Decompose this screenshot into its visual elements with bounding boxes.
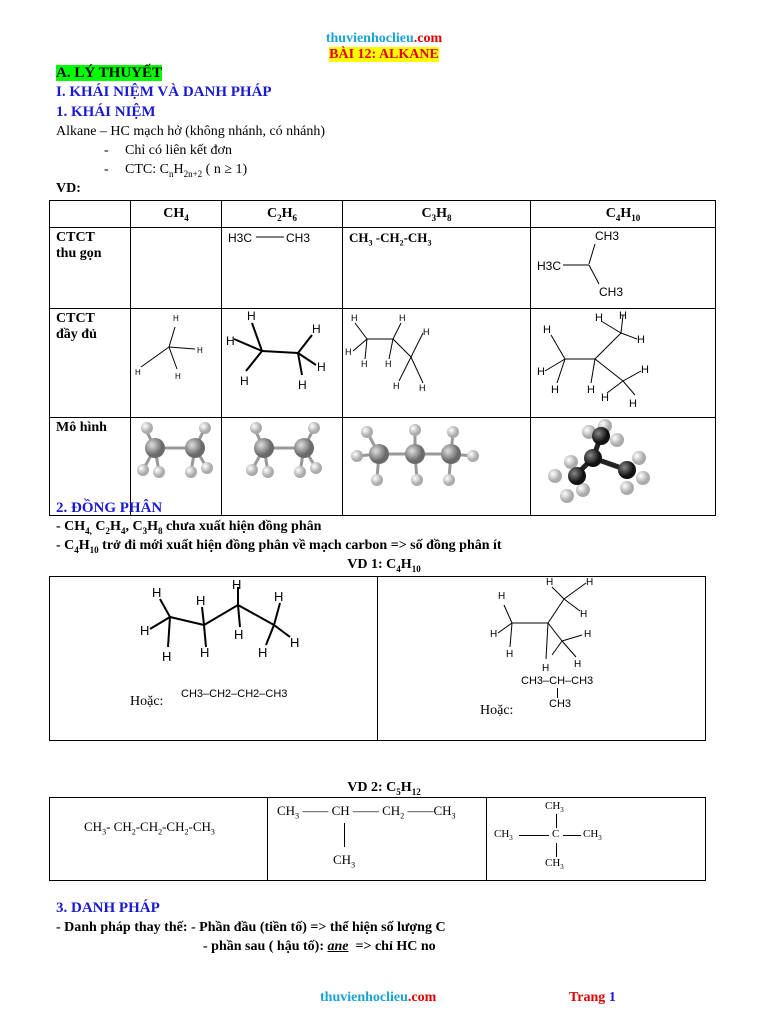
atom-h: H: [546, 577, 554, 588]
site-domain: .com: [413, 31, 443, 46]
header-site: [0, 31, 768, 47]
section-i: I. KHÁI NIỆM VÀ DANH PHÁP: [56, 84, 272, 100]
section-2: 2. ĐỒNG PHÂN: [56, 500, 163, 516]
vd1-or-left: Hoặc:: [130, 694, 164, 709]
atom-h: H: [506, 649, 514, 660]
c4h10-full-diagram: [531, 309, 716, 412]
atom-h: H: [135, 368, 141, 377]
isopentane-formula: $CH_3$ —— CH —— $CH_2$ $——CH_3$: [277, 803, 456, 821]
isopentane-branch: $CH_3$: [333, 852, 356, 870]
c4h10-top: CH3: [595, 229, 620, 243]
cell-c3h8-compact: $CH_3$ $-CH_2-CH_3$: [343, 228, 531, 309]
header-ch4: $CH_4$: [131, 201, 222, 228]
isobutane-formula-main: CH3–CH–CH3: [521, 675, 594, 687]
neopentane-line-right: [563, 835, 581, 836]
atom-h: H: [298, 378, 307, 392]
atom-h: H: [490, 629, 498, 640]
lesson-title-wrap: [0, 47, 768, 63]
atom-h: H: [234, 627, 244, 642]
atom-h: H: [498, 591, 506, 602]
atom-h: H: [226, 334, 235, 348]
isopentane-branch-line: [344, 823, 345, 847]
atom-h: H: [258, 645, 268, 660]
c4h10-compact-diagram: [531, 228, 716, 303]
row-label-model: Mô hình: [50, 418, 131, 516]
vd2-divider-2: [486, 798, 487, 880]
atom-h: H: [175, 372, 181, 381]
vd-label: VD:: [56, 181, 81, 196]
atom-h: H: [393, 381, 400, 391]
c4h10-left: H3C: [537, 259, 562, 273]
ctc-suffix: ( n ≥ 1): [202, 162, 248, 177]
footer-site: [320, 990, 436, 1006]
naming-line2-suffix: => chỉ HC no: [348, 939, 436, 954]
atom-h: H: [247, 309, 256, 323]
concept-line1: Alkane – HC mạch hở (không nhánh, có nhánh): [56, 124, 326, 139]
concept-bullet2: [125, 162, 247, 179]
atom-h: H: [140, 623, 150, 638]
page-number: 1: [608, 990, 616, 1005]
neopentane-line-top: [556, 814, 557, 828]
cell-c3h8-model: [343, 418, 531, 516]
isobutane-formula-branch: CH3: [549, 698, 572, 710]
atom-h: H: [629, 398, 637, 410]
neopentane-line-left: [519, 835, 549, 836]
atom-h: H: [587, 384, 595, 396]
ch4-ball-model: [131, 418, 222, 510]
row-label-compact: CTCT thu gọn: [50, 228, 131, 309]
atom-h: H: [197, 346, 203, 355]
ch4-full-diagram: [131, 309, 222, 412]
ctc-n: n: [168, 168, 174, 179]
footer-site-name: thuvienhoclieu: [320, 990, 408, 1005]
page-label: Trang: [569, 990, 609, 1005]
atom-h: H: [537, 366, 545, 378]
atom-h: H: [543, 324, 551, 336]
ctc-sub: 2n+2: [183, 168, 203, 179]
c2h6-left: H3C: [228, 231, 253, 245]
bullet-dash-2: -: [104, 162, 109, 177]
footer-page: [569, 990, 616, 1006]
atom-h: H: [162, 649, 172, 664]
neopentane-left: $CH_3$: [494, 828, 513, 843]
cell-c4h10-full: [531, 309, 716, 418]
table-corner: [50, 201, 131, 228]
vd1-title: VD 1: $C_4H_{10}$: [347, 557, 421, 574]
atom-h: H: [240, 374, 249, 388]
atom-h: H: [152, 585, 162, 600]
row-label-full: CTCT đầy đủ: [50, 309, 131, 418]
vd1-box: [49, 576, 706, 741]
c2h6-ball-model: [222, 418, 343, 510]
isobutane-branch-line: [557, 688, 558, 698]
atom-h: H: [345, 347, 352, 357]
neopentane-right: $CH_3$: [583, 828, 602, 843]
bullet-dash-1: -: [104, 143, 109, 158]
c3h8-full-diagram: [343, 309, 531, 412]
atom-h: H: [542, 663, 550, 674]
atom-h: H: [196, 593, 206, 608]
atom-h: H: [385, 359, 392, 369]
cell-ch4-compact: [131, 228, 222, 309]
butane-formula: CH3–CH2–CH2–CH3: [181, 688, 288, 700]
cell-c4h10-compact: [531, 228, 716, 309]
c2h6-right: CH3: [286, 231, 311, 245]
section-3: 3. DANH PHÁP: [56, 900, 160, 916]
cell-c2h6-full: [222, 309, 343, 418]
atom-h: H: [290, 635, 300, 650]
atom-h: H: [601, 392, 609, 404]
atom-h: H: [274, 589, 284, 604]
atom-h: H: [232, 577, 242, 592]
section-1: 1. KHÁI NIỆM: [56, 104, 156, 120]
atom-h: H: [423, 327, 430, 337]
c2h6-compact-diagram: [222, 228, 343, 303]
atom-h: H: [312, 322, 321, 336]
header-c3h8: $C_3H_8$: [343, 201, 531, 228]
isobutane-full-diagram: [490, 577, 630, 677]
alkane-table: [49, 200, 716, 516]
cell-c3h8-full: [343, 309, 531, 418]
atom-h: H: [351, 313, 358, 323]
vd2-title: VD 2: $C_5H_{12}$: [347, 780, 421, 797]
atom-h: H: [641, 364, 649, 376]
naming-line2-prefix: - phần sau ( hậu tố):: [203, 939, 328, 954]
c4h10-ball-model: [531, 418, 716, 510]
section-a-wrap: [56, 65, 162, 82]
vd2-divider-1: [267, 798, 268, 880]
ctc-h: H: [173, 162, 184, 177]
isomer-line2: - $C_4H_{10}$ trở đi mới xuất hiện đồng phân về mạch carbon => số đồng phân ít: [56, 538, 502, 555]
neopentane-top: $CH_3$: [545, 800, 564, 815]
ctc-prefix: CTC: C: [125, 162, 169, 177]
atom-h: H: [200, 645, 210, 660]
atom-h: H: [580, 609, 588, 620]
isomer-line1: - $CH_{4,}$ $C_2H_4$, $C_3H_8$ chưa xuất hiện đồng phân: [56, 519, 322, 536]
section-a: A. LÝ THUYẾT: [56, 65, 162, 81]
atom-h: H: [419, 383, 426, 393]
neopentane-center: C: [552, 828, 560, 840]
c2h6-full-diagram: [222, 309, 343, 412]
header-c2h6: $C_2H_6$: [222, 201, 343, 228]
header-c4h10: $C_4H_{10}$: [531, 201, 716, 228]
cell-ch4-full: [131, 309, 222, 418]
atom-h: H: [584, 629, 592, 640]
neopentane-line-bottom: [556, 843, 557, 857]
concept-bullet1: Chỉ có liên kết đơn: [125, 143, 232, 158]
atom-h: H: [399, 313, 406, 323]
vd2-box: [49, 797, 706, 881]
neopentane-bottom: $CH_3$: [545, 857, 564, 872]
pentane-formula: $CH_3-$ $CH_2-CH_2-CH_2-CH_3$: [84, 819, 215, 837]
naming-line2: [203, 939, 436, 955]
atom-h: H: [595, 312, 603, 324]
atom-h: H: [574, 659, 582, 670]
c3h8-ball-model: [343, 418, 531, 510]
footer-site-domain: .com: [407, 990, 437, 1005]
cell-c4h10-model: [531, 418, 716, 516]
cell-c2h6-model: [222, 418, 343, 516]
naming-line1: - Danh pháp thay thế: - Phần đầu (tiền tố) => thể hiện số lượng C: [56, 920, 446, 935]
atom-h: H: [317, 360, 326, 374]
vd1-or-right: Hoặc:: [480, 703, 514, 718]
c4h10-bottom: CH3: [599, 285, 624, 299]
lesson-title: BÀI 12: ALKANE: [329, 47, 439, 62]
atom-h: H: [637, 334, 645, 346]
atom-h: H: [173, 314, 179, 323]
vd1-divider: [377, 577, 378, 740]
site-name: thuvienhoclieu: [325, 31, 414, 46]
atom-h: H: [361, 359, 368, 369]
atom-h: H: [586, 577, 594, 588]
butane-full-diagram: [130, 577, 350, 667]
cell-c2h6-compact: [222, 228, 343, 309]
atom-h: H: [551, 384, 559, 396]
atom-h: H: [619, 310, 627, 322]
naming-ane: ane: [327, 939, 349, 954]
